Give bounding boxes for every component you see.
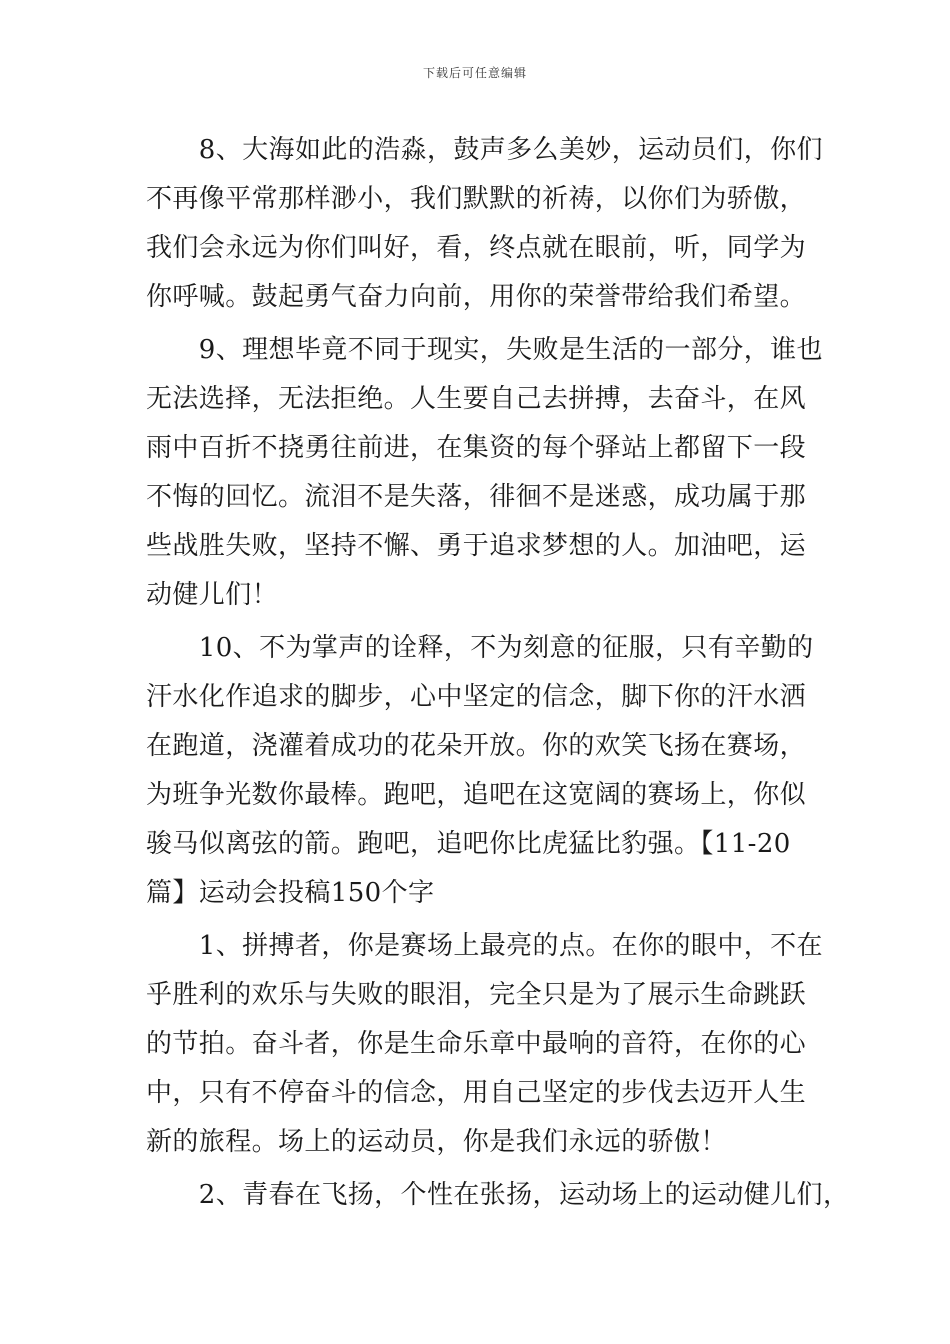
text-line: 中，只有不停奋斗的信念，用自己坚定的步伐去迈开人生 (146, 1078, 807, 1108)
text-line: 无法选择，无法拒绝。人生要自己去拼搏，去奋斗，在风 (146, 384, 807, 414)
text-line: 乎胜利的欢乐与失败的眼泪，完全只是为了展示生命跳跃 (146, 980, 807, 1010)
text-line: 不悔的回忆。流泪不是失落，徘徊不是迷惑，成功属于那 (146, 482, 807, 512)
paragraph (146, 1171, 850, 1220)
text-line: 10、不为掌声的诠释，不为刻意的征服，只有辛勤的 (146, 633, 814, 663)
text-line: 篇】运动会投稿150个字 (146, 878, 435, 908)
text-line: 动健儿们！ (146, 580, 279, 610)
text-line: 我们会永远为你们叫好，看，终点就在眼前，听，同学为 (146, 233, 807, 263)
text-line: 1、拼搏者，你是赛场上最亮的点。在你的眼中，不在 (146, 931, 823, 961)
text-line: 为班争光数你最棒。跑吧，追吧在这宽阔的赛场上，你似 (146, 780, 807, 810)
paragraph (146, 126, 826, 322)
paragraph (146, 326, 826, 620)
text-line: 你呼喊。鼓起勇气奋力向前，用你的荣誉带给我们希望。 (146, 282, 807, 312)
paragraph (146, 624, 826, 918)
page-header: 下载后可任意编辑 (422, 66, 527, 80)
text-line: 的节拍。奋斗者，你是生命乐章中最响的音符，在你的心 (146, 1029, 807, 1059)
text-line: 些战胜失败，坚持不懈、勇于追求梦想的人。加油吧，运 (146, 531, 807, 561)
text-line: 骏马似离弦的箭。跑吧，追吧你比虎猛比豹强。【11-20 (146, 829, 791, 859)
text-line: 8、大海如此的浩淼，鼓声多么美妙，运动员们，你们 (146, 135, 823, 165)
text-line: 新的旅程。场上的运动员，你是我们永远的骄傲！ (146, 1127, 727, 1157)
paragraph (146, 922, 826, 1167)
document-body (146, 126, 850, 1220)
text-line: 不再像平常那样渺小，我们默默的祈祷，以你们为骄傲， (146, 184, 807, 214)
text-line: 9、理想毕竟不同于现实，失败是生活的一部分，谁也 (146, 335, 823, 365)
text-line: 2、青春在飞扬，个性在张扬，运动场上的运动健儿们， (146, 1180, 850, 1210)
text-line: 雨中百折不挠勇往前进，在集资的每个驿站上都留下一段 (146, 433, 807, 463)
text-line: 在跑道，浇灌着成功的花朵开放。你的欢笑飞扬在赛场， (146, 731, 807, 761)
text-line: 汗水化作追求的脚步，心中坚定的信念，脚下你的汗水洒 (146, 682, 807, 712)
